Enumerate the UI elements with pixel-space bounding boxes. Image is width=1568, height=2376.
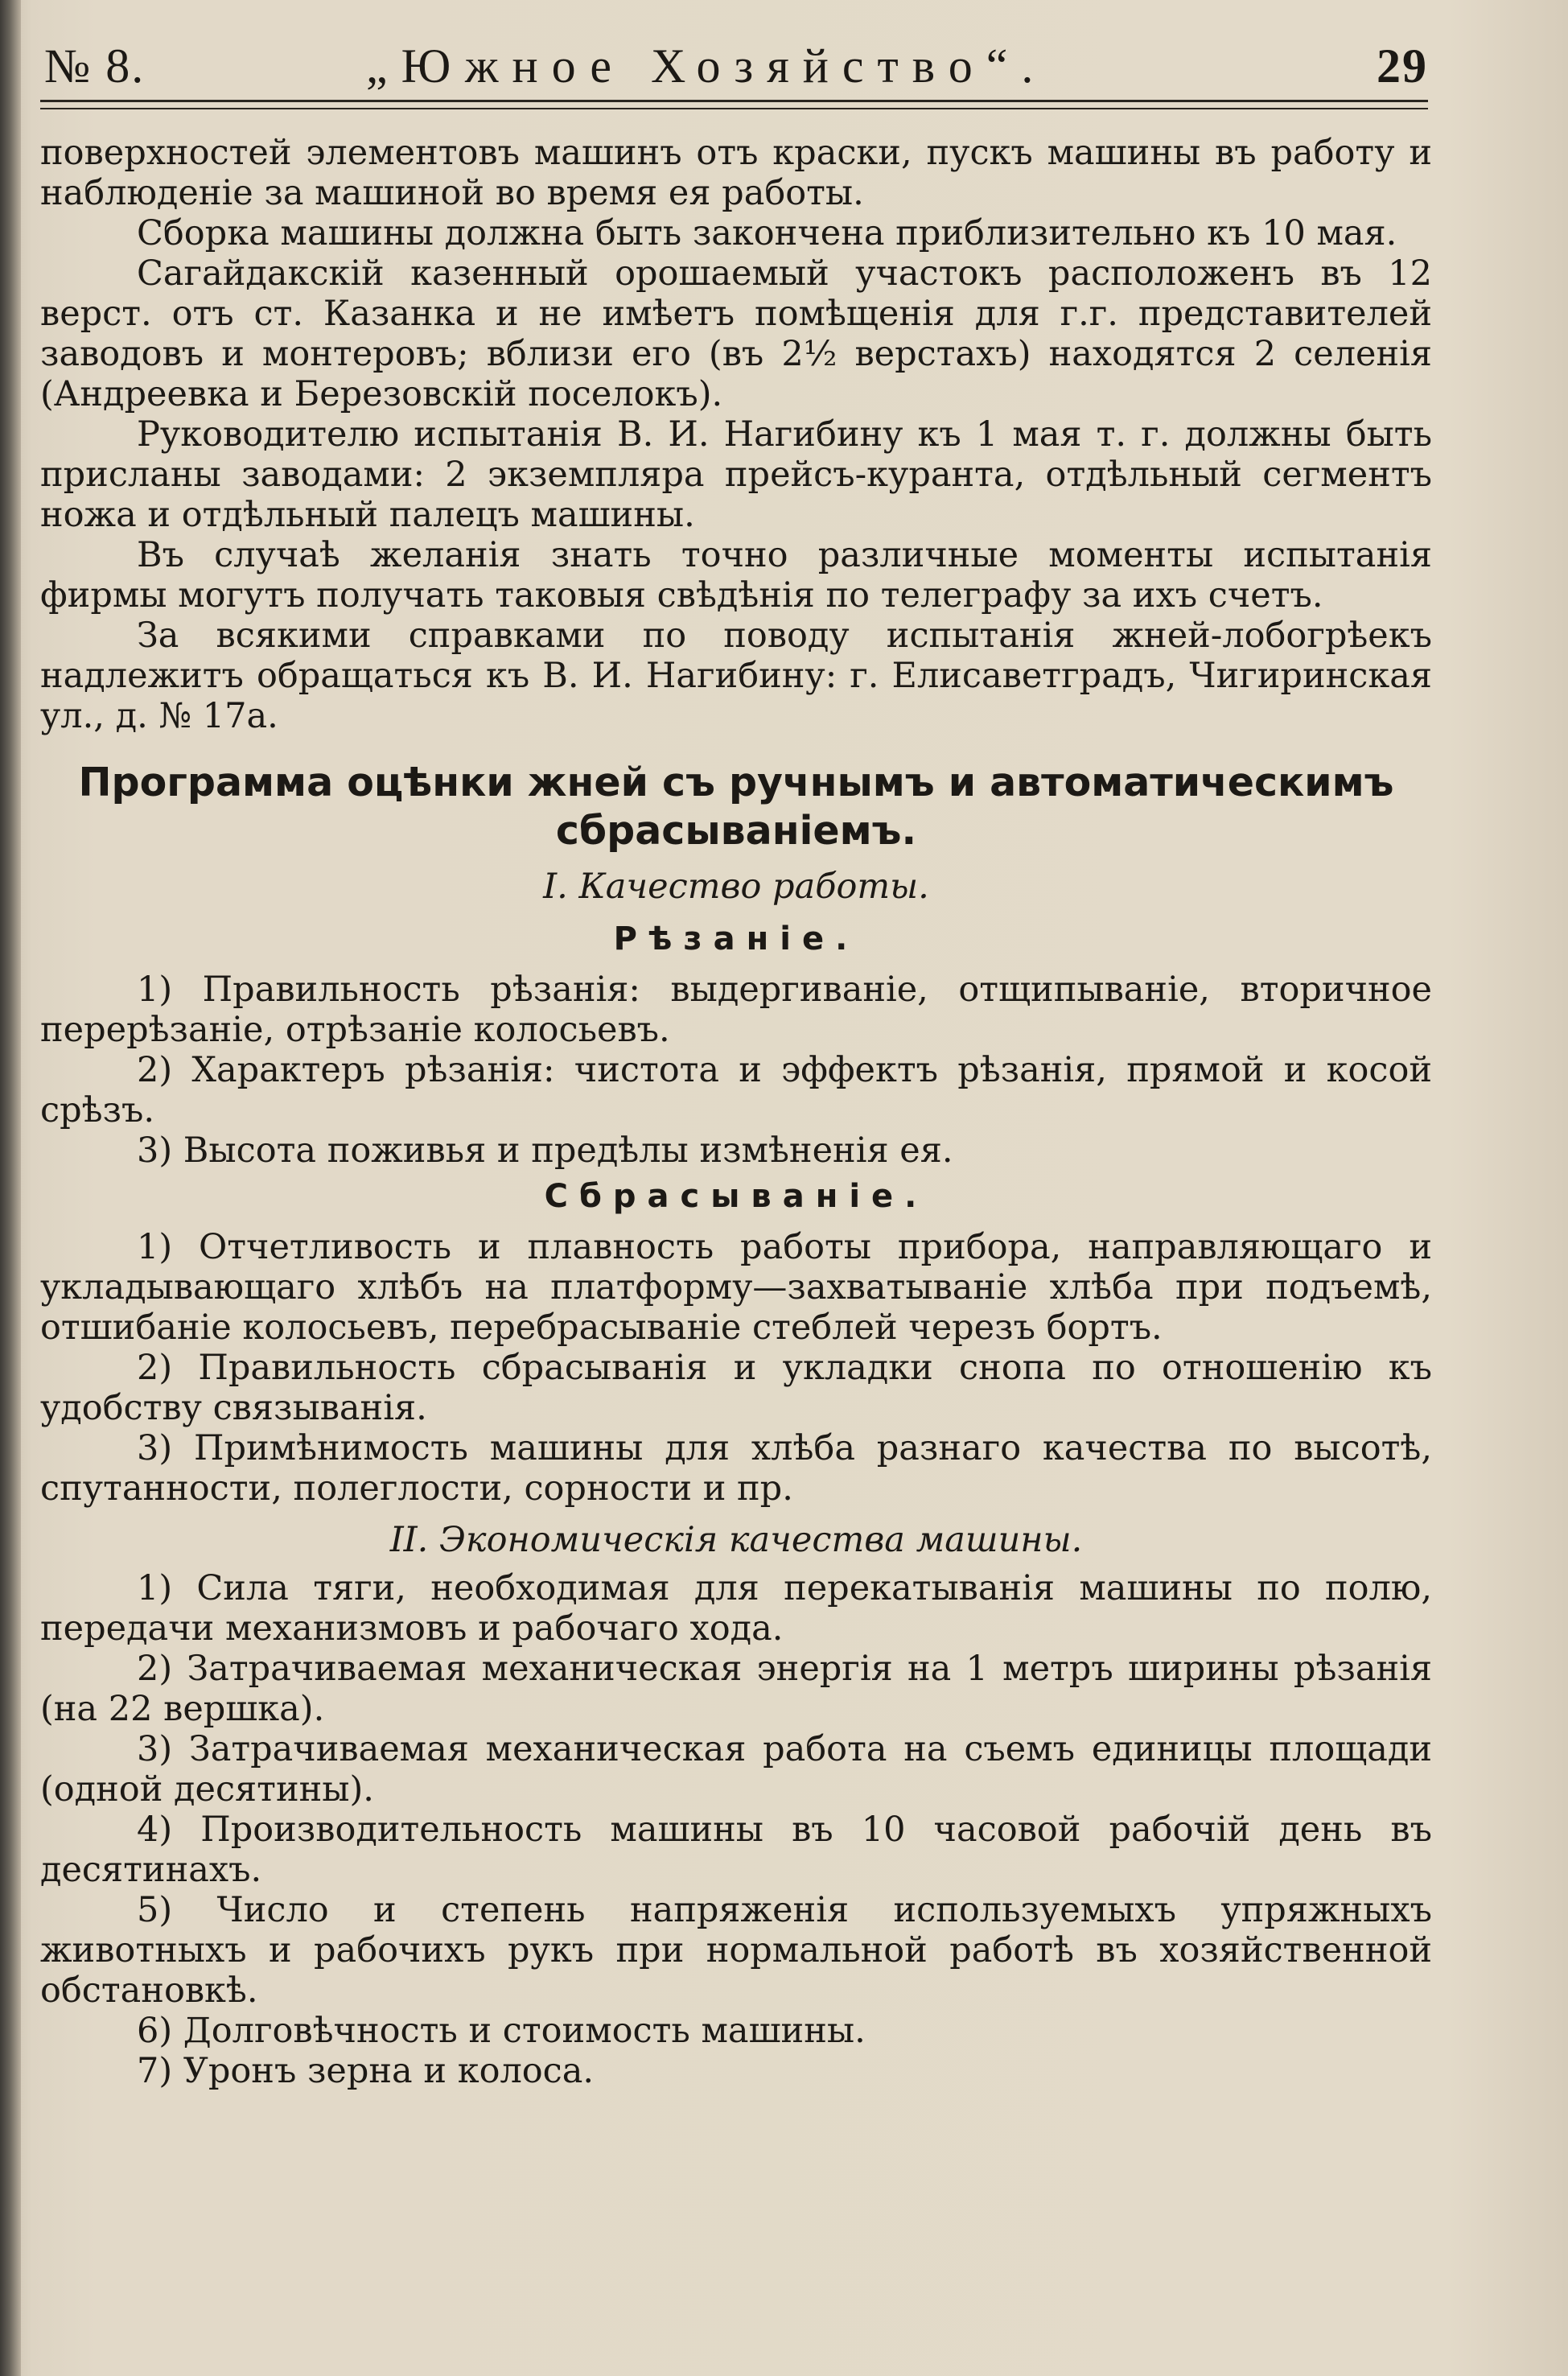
paragraph: Сборка машины должна быть закончена приблизительно къ 10 мая. [137, 213, 1397, 253]
running-header [44, 39, 1428, 103]
part-2-title: II. Экономическія качества машины. [389, 1520, 1083, 1560]
header-rule-thin [40, 108, 1428, 109]
journal-title: „Южное Хозяйство“. [366, 39, 1047, 93]
paragraph: Въ случаѣ желанія знать точно различные моменты испытанія фирмы могутъ получать таковыя свѣдѣнія по телеграфу за ихъ счетъ. [40, 535, 1432, 616]
list-item: 3) Затрачиваемая механическая работа на съемъ единицы площади (одной десятины). [40, 1729, 1432, 1810]
list-item: 3) Высота поживья и предѣлы измѣненія ея. [137, 1130, 953, 1171]
list-item: 2) Правильность сбрасыванія и укладки снопа по отношенію къ удобству связыванія. [40, 1348, 1432, 1428]
article-body [40, 133, 1432, 2091]
paragraph: За всякими справками по поводу испытанія жней-лобогрѣекъ надлежитъ обращаться къ В. И. Нагибину: г. Елисаветградъ, Чигиринская ул., д. № 17а. [40, 616, 1432, 736]
list-item: 2) Характеръ рѣзанія: чистота и эффектъ рѣзанія, прямой и косой срѣзъ. [40, 1050, 1432, 1130]
paragraph: поверхностей элементовъ машинъ отъ краски, пускъ машины въ работу и наблюденіе за машиной во время ея работы. [40, 133, 1432, 213]
list-item: 1) Отчетливость и плавность работы прибора, направляющаго и укладывающаго хлѣбъ на платформу—захватываніе хлѣба при подъемѣ, отшибаніе колосьевъ, перебрасываніе стеблей черезъ бортъ. [40, 1227, 1432, 1348]
page-number: 29 [1377, 39, 1428, 93]
list-item: 5) Число и степень напряженія используемыхъ упряжныхъ животныхъ и рабочихъ рукъ при нормальной работѣ въ хозяйственной обстановкѣ. [40, 1890, 1432, 2011]
list-item: 2) Затрачиваемая механическая энергія на 1 метръ ширины рѣзанія (на 22 вершка). [40, 1649, 1432, 1729]
paragraph: Руководителю испытанія В. И. Нагибину къ 1 мая т. г. должны быть присланы заводами: 2 экземпляра прейсъ-куранта, отдѣльный сегментъ ножа и отдѣльный палецъ машины. [40, 414, 1432, 535]
header-rule-thick [40, 100, 1428, 102]
section-sbrasyvanie-title: Сбрасываніе. [544, 1178, 928, 1215]
list-item: 6) Долговѣчность и стоимость машины. [137, 2011, 866, 2051]
list-item: 3) Примѣнимость машины для хлѣба разнаго качества по высотѣ, спутанности, полеглости, сорности и пр. [40, 1428, 1432, 1509]
part-1-title: I. Качество работы. [543, 867, 929, 907]
paragraph: Сагайдакскій казенный орошаемый участокъ расположенъ въ 12 верст. отъ ст. Казанка и не имѣетъ помѣщенія для г.г. представителей заводовъ и монтеровъ; вблизи его (въ 2½ верстахъ) находятся 2 селенія (Андреевка и Березовскій поселокъ). [40, 253, 1432, 414]
list-item: 1) Правильность рѣзанія: выдергиваніе, отщипываніе, вторичное перерѣзаніе, отрѣзаніе колосьевъ. [40, 970, 1432, 1050]
list-item: 1) Сила тяги, необходимая для перекатыванія машины по полю, передачи механизмовъ и рабочаго хода. [40, 1568, 1432, 1649]
list-item: 4) Производительность машины въ 10 часовой рабочій день въ десятинахъ. [40, 1810, 1432, 1890]
program-title: Программа оцѣнки жней съ ручнымъ и автоматическимъ сбрасываніемъ. [78, 760, 1394, 854]
page-binding-edge [0, 0, 21, 2376]
list-item: 7) Уронъ зерна и колоса. [137, 2051, 595, 2091]
issue-number: № 8. [44, 39, 146, 93]
section-rezanie-title: Рѣзаніе. [613, 920, 859, 957]
